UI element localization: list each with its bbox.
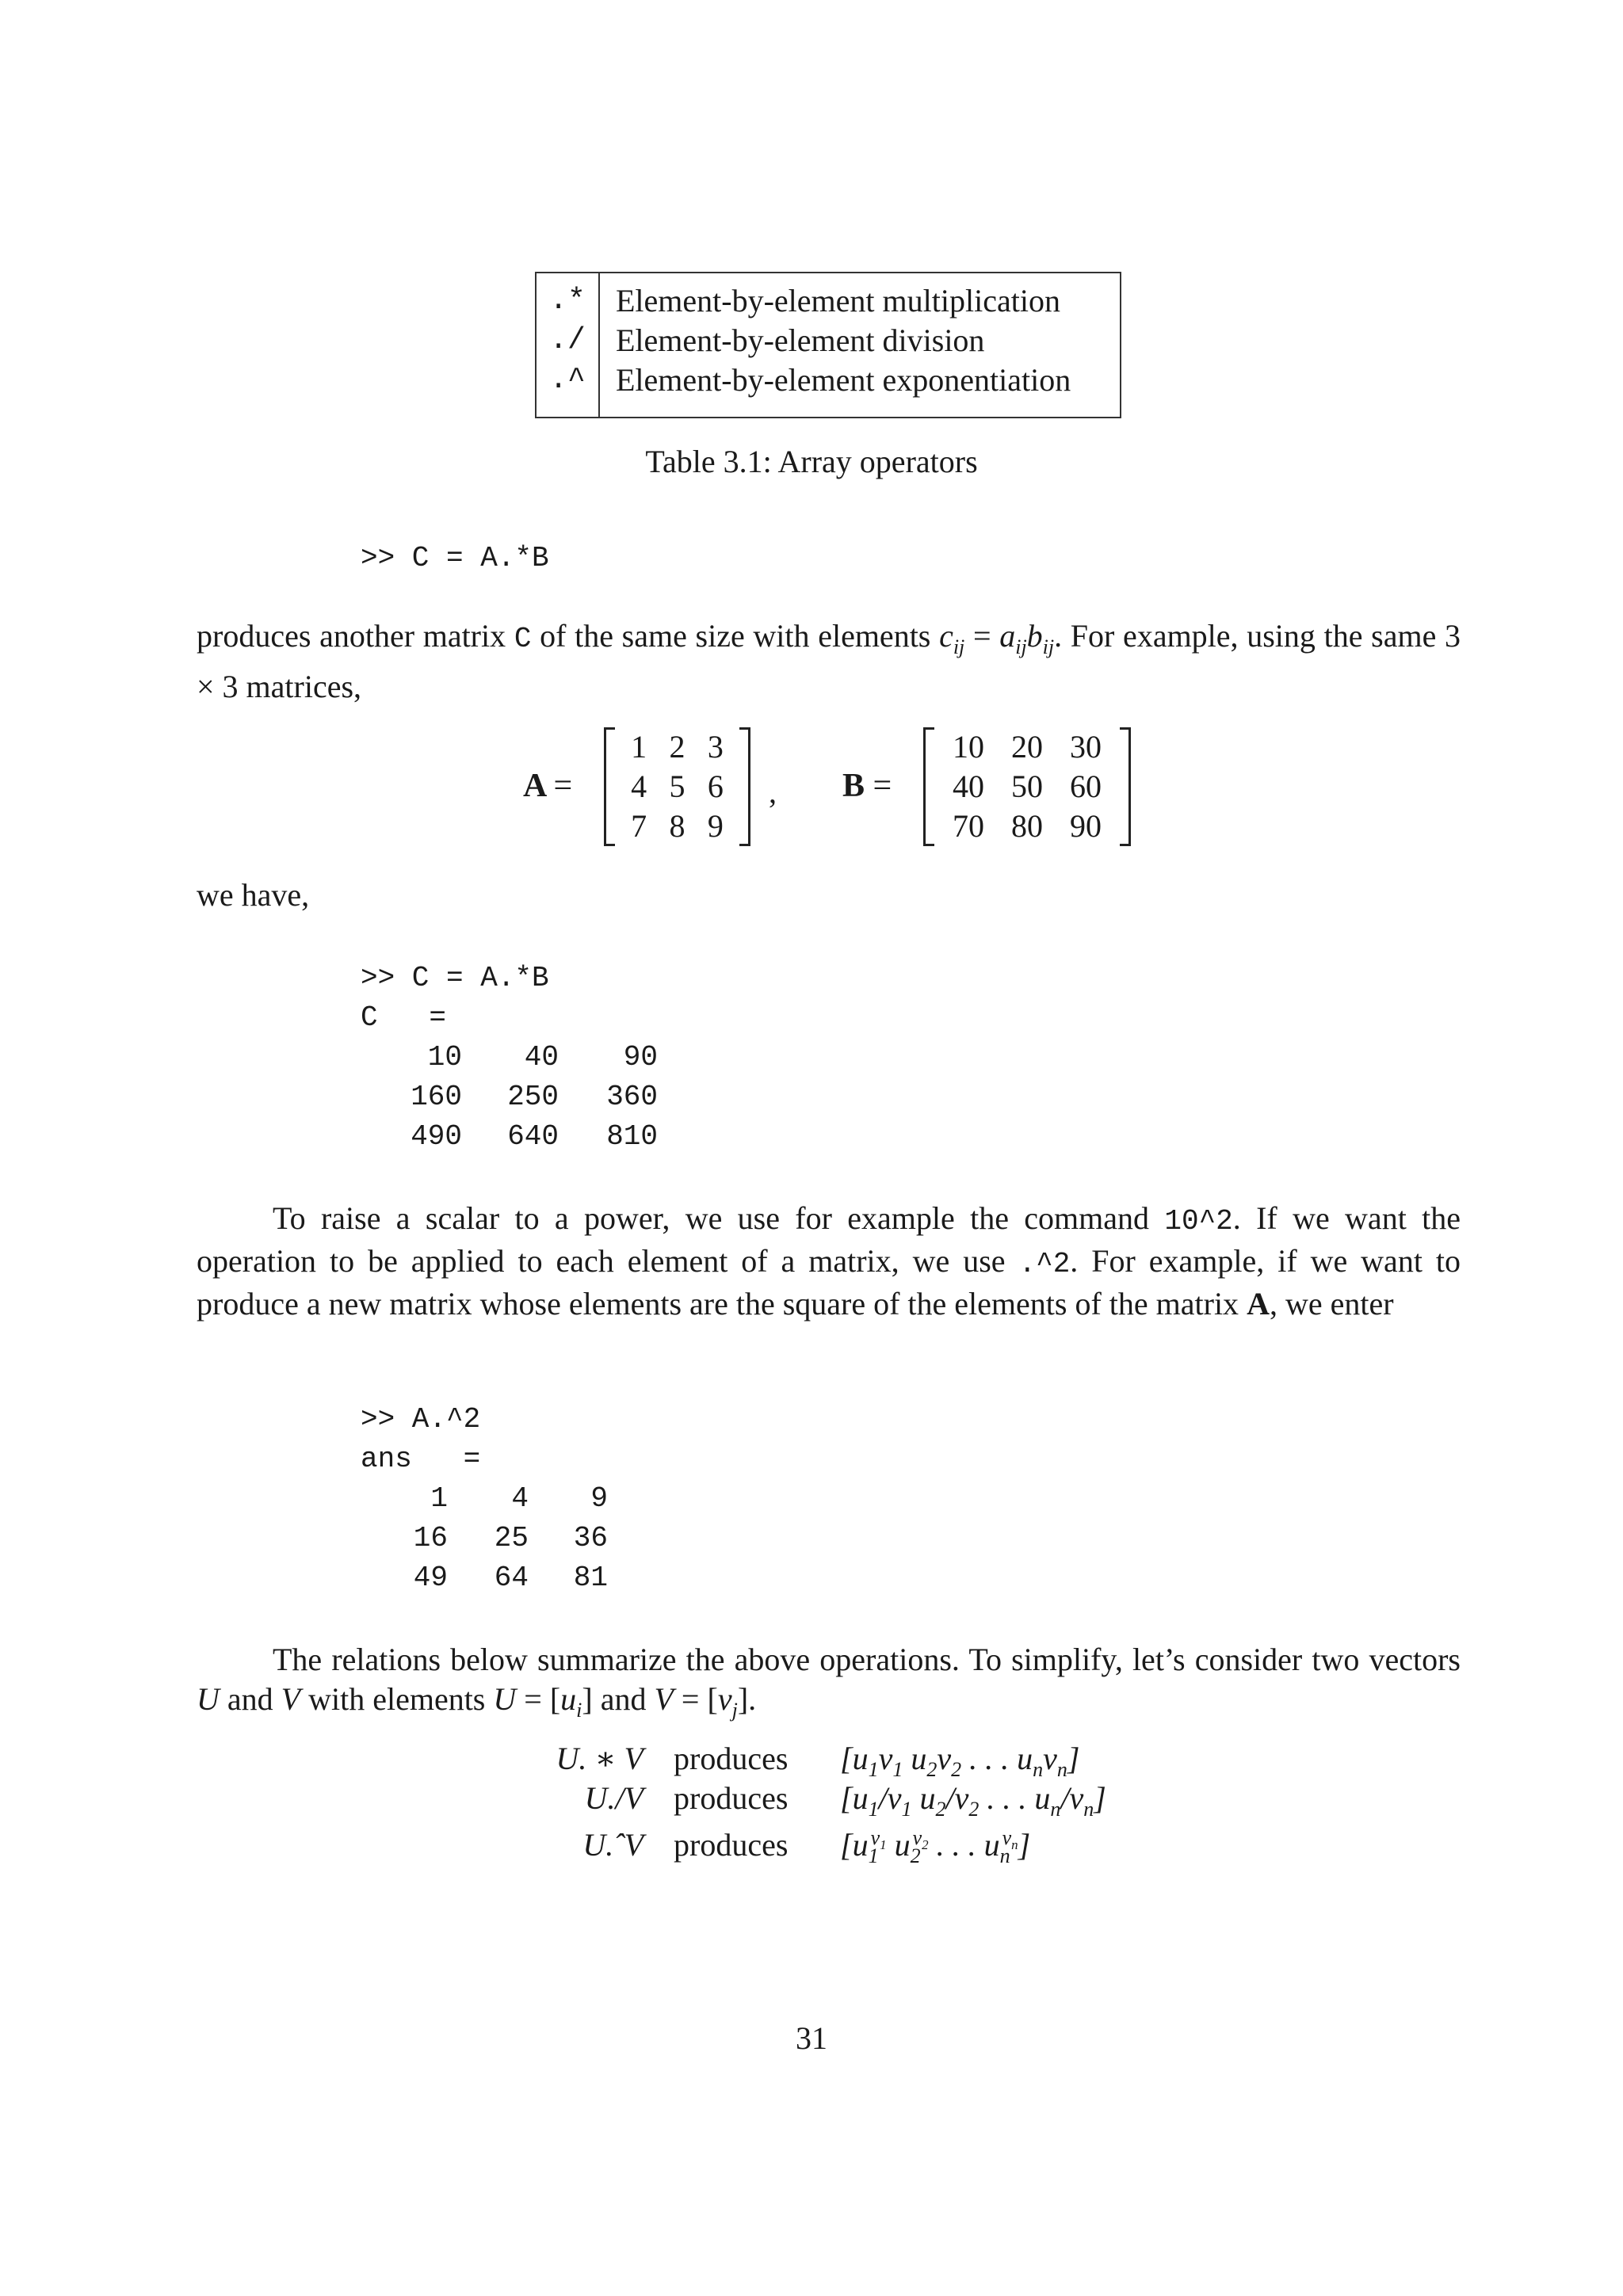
operator-cell: .^ [549, 363, 586, 397]
paragraph-text: produces another matrix [197, 618, 514, 654]
code-output-matrix: 10 40 90 160 250 360 490 640 810 [411, 1041, 658, 1153]
paragraph-text: . For example, using the same 3 × 3 matrices, [197, 618, 1461, 704]
code-command: >> A.^2 [361, 1403, 481, 1436]
matrix-a: 1 2 3 4 5 6 7 8 9 [604, 727, 750, 846]
code-command: >> C = A.*B [361, 542, 549, 574]
description-cell: Element-by-element exponentiation [616, 362, 1071, 398]
operator-cell: .* [549, 284, 586, 318]
inline-code: 10^2 [1164, 1205, 1233, 1238]
relation-row: U.ˆV produces [$u_1^{v_1}$ $u_2^{v_2}$ . . . $u_n^{v_n}$] [582, 1826, 1031, 1868]
code-output-label: C = [361, 1001, 447, 1034]
paragraph: produces another matrix C of the same size with elements $c_{ij} = a_{ij}b_{ij}$. For example, using the same 3 × 3 matrices, [197, 618, 1461, 704]
description-cell: Element-by-element multiplication [616, 283, 1060, 318]
code-output-matrix: 1 4 9 16 25 36 49 64 81 [413, 1482, 608, 1594]
matrix-b-label: B = [842, 768, 892, 804]
inline-code: C [514, 623, 532, 655]
page-number: 31 [796, 2020, 827, 2056]
comma: , [769, 774, 777, 810]
paragraph: To raise a scalar to a power, we use for example the command 10^2. If we want the operation to be applied to each element of a matrix, we use .^2. For example, if we want to produce a new matrix whose elements are the square of the elements of the matrix A, we enter [197, 1200, 1461, 1322]
math-formula: $a_{ij}b_{ij}$ [999, 618, 1055, 658]
inline-code: .^2 [1018, 1248, 1071, 1280]
code-output-label: ans = [361, 1443, 481, 1475]
paragraph: The relations below summarize the above operations. To simplify, let’s consider two vectors U and V with elements $U = [u_i]$ and $V = [v_j]$. [197, 1642, 1461, 1722]
paragraph-text: of the same size with elements [531, 618, 940, 654]
table-row [537, 360, 1120, 400]
table-row [537, 281, 1120, 321]
table-row [537, 321, 1120, 360]
matrix-a-label: A = [523, 768, 573, 804]
relation-row: U./V produces [$u_1/v_1$ $u_2/v_2$ . . . $u_n/v_n$] [584, 1780, 1106, 1821]
relation-row: U. ∗ V produces [$u_1v_1$ $u_2v_2$ . . . $u_nv_n$] [556, 1741, 1080, 1781]
description-cell: Element-by-element division [616, 322, 985, 358]
array-operators-table [535, 272, 1121, 418]
operator-cell: ./ [549, 323, 586, 357]
code-command: >> C = A.*B [361, 962, 549, 994]
we-have-text: we have, [197, 877, 310, 913]
math-formula: $c_{ij}$ [939, 618, 965, 658]
table-caption: Table 3.1: Array operators [645, 444, 978, 479]
matrix-b: 10 20 30 40 50 60 70 80 90 [923, 727, 1131, 846]
